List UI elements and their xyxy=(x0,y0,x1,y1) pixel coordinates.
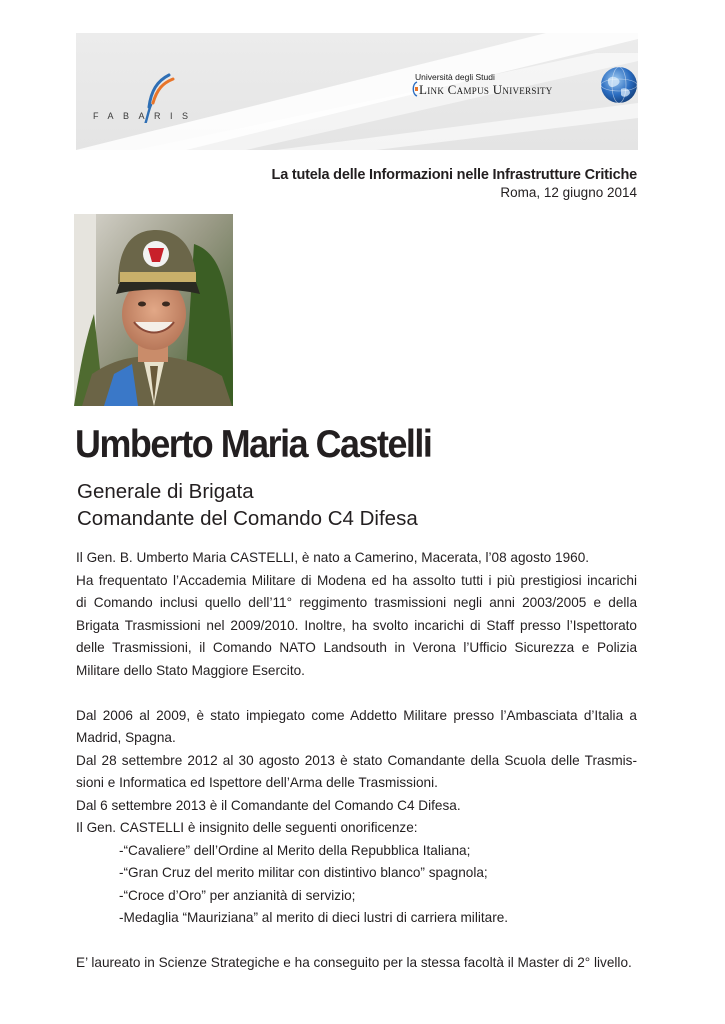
fabaris-wordmark: FABARIS xyxy=(93,111,198,121)
biography xyxy=(76,547,637,975)
bio-line: Ha frequentato l’Accademia Militare di Modena ed ha assolto tutti i più prestigiosi incarichi xyxy=(76,572,637,588)
bio-line: Dal 28 settembre 2012 al 30 agosto 2013 è stato Comandante della Scuola delle Trasmis- xyxy=(76,752,637,768)
bio-line: sioni e Informatica ed Ispettore dell’Arma delle Trasmissioni. xyxy=(76,775,438,790)
bio-line: Il Gen. CASTELLI è insignito delle seguenti onorificenze: xyxy=(76,820,418,835)
fabaris-logo xyxy=(93,63,223,123)
portrait-image xyxy=(74,214,233,406)
university-name: Link Campus University xyxy=(419,82,553,97)
globe-icon xyxy=(599,65,638,105)
bio-line: Madrid, Spagna. xyxy=(76,730,176,745)
paragraph-gap xyxy=(76,682,637,705)
link-campus-logo xyxy=(409,71,638,121)
person-rank: Generale di Brigata xyxy=(77,480,254,503)
bio-line: Brigata Trasmissioni nel 2009/2010. Inoltre, ha svolto incarichi di Staff presso l’Ispettorato xyxy=(76,617,637,633)
conference-date: Roma, 12 giugno 2014 xyxy=(500,185,637,200)
bio-line: Il Gen. B. Umberto Maria CASTELLI, è nato a Camerino, Macerata, l’08 agosto 1960. xyxy=(76,550,590,565)
bio-line: Militare dello Stato Maggiore Esercito. xyxy=(76,662,305,678)
conference-title: La tutela delle Informazioni nelle Infrastrutture Critiche xyxy=(271,167,637,183)
header-band xyxy=(76,33,638,150)
bio-line: Dal 6 settembre 2013 è il Comandante del Comando C4 Difesa. xyxy=(76,797,461,813)
honor-item: -“Cavaliere” dell’Ordine al Merito della Repubblica Italiana; xyxy=(119,842,471,858)
bio-line: Dal 2006 al 2009, è stato impiegato come Addetto Militare presso l’Ambasciata d’Italia a xyxy=(76,707,637,723)
university-small-label: Università degli Studi xyxy=(415,72,495,82)
honor-item: -“Gran Cruz del merito militar con distintivo blanco” spagnola; xyxy=(119,865,488,880)
honor-item: -“Croce d’Oro” per anzianità di servizio; xyxy=(119,887,356,903)
person-name: Umberto Maria Castelli xyxy=(75,423,432,466)
portrait-photo xyxy=(74,214,233,406)
bio-line: di Comando inclusi quello dell’11° reggimento trasmissioni negli anni 2003/2005 e della xyxy=(76,595,637,610)
honor-item: -Medaglia “Mauriziana” al merito di dieci lustri di carriera militare. xyxy=(119,910,509,925)
person-role: Comandante del Comando C4 Difesa xyxy=(77,507,418,530)
bio-closing: E’ laureato in Scienze Strategiche e ha conseguito per la stessa facoltà il Master di 2° livello. xyxy=(76,955,632,970)
bio-line: delle Trasmissioni, il Comando NATO Landsouth in Verona l’Ufficio Sicurezza e Polizia xyxy=(76,640,637,655)
link-mark-icon xyxy=(409,81,419,97)
